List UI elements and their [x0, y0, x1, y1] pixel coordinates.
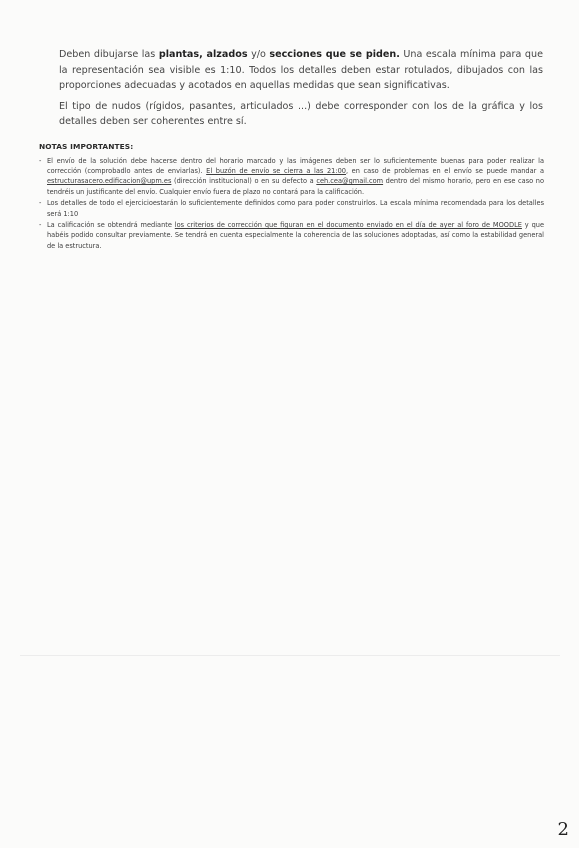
note-text: , en caso de problemas en el envío se puede mandar a — [345, 167, 544, 176]
note-bullet: - — [39, 199, 42, 208]
note-deadline: El buzón de envío se cierra a las 21:00 — [206, 167, 346, 176]
criteria-reference: los criterios de corrección que figuran en el documento enviado en el día de ayer al foro de MOODLE — [174, 221, 522, 230]
intro-text: y/o — [247, 49, 270, 60]
note-text: dentro del mismo horario, pero en ese caso no tendréis un justificante del envío. Cualquier envío fuera de plazo no contará para la calificación. — [47, 177, 544, 196]
intro-bold-plantas-alzados: plantas, alzados — [158, 49, 248, 60]
note-text: (dirección institucional) o en su defecto a — [171, 177, 317, 186]
note-text: Los detalles de todo el ejercicioestarán lo suficientemente definidos como para poder construirlos. La escala mínima recomendada para los detalles será 1:10 — [47, 199, 544, 218]
note-detalles — [39, 198, 544, 218]
intro-paragraph-nudos: El tipo de nudos (rígidos, pasantes, articulados ...) debe corresponder con los de la gráfica y los detalles deben ser coherentes entre sí. — [59, 100, 543, 127]
intro-section — [59, 47, 543, 135]
note-bullet: - — [39, 157, 42, 165]
note-envio — [39, 156, 544, 197]
note-text: La calificación se obtendrá mediante — [47, 221, 175, 230]
note-bullet: - — [39, 221, 42, 230]
intro-paragraph-drawings — [59, 47, 543, 94]
faint-bleedthrough-line — [20, 655, 560, 656]
note-text: y que habéis podido consultar previamente. Se tendrá en cuenta especialmente la coherencia de las soluciones adoptadas, así como la estabilidad general de la estructura. — [47, 221, 545, 250]
backup-email-link[interactable]: ceh.cea@gmail.com — [316, 177, 384, 186]
notes-list — [39, 156, 544, 252]
intro-text: Una escala mínima para que la representación sea visible es 1:10. Todos los detalles deben estar rotulados, dibujados con las proporciones adecuadas y acotados en aquellas medidas que sean significativas. — [59, 49, 543, 91]
notes-title: NOTAS IMPORTANTES: — [39, 142, 134, 151]
note-text: El envío de la solución debe hacerse dentro del horario marcado y las imágenes deben ser lo suficientemente buenas para poder realizar la corrección (comprobadlo antes de enviarlas). — [47, 157, 544, 176]
note-calificacion — [39, 220, 544, 251]
intro-text: Deben dibujarse las — [59, 49, 159, 60]
institutional-email-link[interactable]: estructurasacero.edificacion@upm.es — [47, 177, 172, 186]
page-number: 2 — [557, 819, 569, 840]
intro-bold-secciones: secciones que se piden. — [269, 49, 400, 60]
